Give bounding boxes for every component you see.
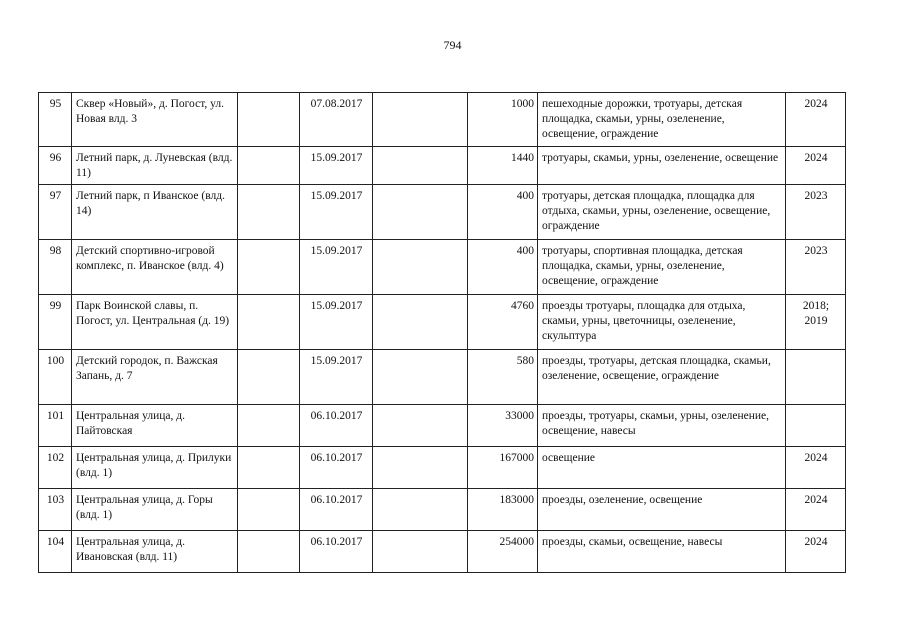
improvement-works: проезды тротуары, площадка для отдыха, скамьи, урны, цветочницы, озеленение, скульптура <box>538 295 786 350</box>
improvement-works: проезды, тротуары, скамьи, урны, озеленение, освещение, навесы <box>538 405 786 447</box>
inventory-date: 07.08.2017 <box>300 93 373 147</box>
inventory-date: 15.09.2017 <box>300 240 373 295</box>
planned-year: 2023 <box>786 240 846 295</box>
empty-cell <box>238 447 300 489</box>
empty-cell <box>238 405 300 447</box>
page-number: 794 <box>443 38 462 52</box>
row-number: 100 <box>39 350 72 405</box>
empty-cell <box>238 93 300 147</box>
object-name: Детский городок, п. Важская Запань, д. 7 <box>72 350 238 405</box>
table-row <box>39 531 846 573</box>
table-row <box>39 405 846 447</box>
object-name: Летний парк, п Иванское (влд. 14) <box>72 185 238 240</box>
improvement-works: освещение <box>538 447 786 489</box>
area-value: 1440 <box>468 147 538 185</box>
improvement-works: тротуары, детская площадка, площадка для отдыха, скамьи, урны, озеленение, освещение, ограждение <box>538 185 786 240</box>
table-row <box>39 447 846 489</box>
planned-year: 2023 <box>786 185 846 240</box>
inventory-date: 06.10.2017 <box>300 531 373 573</box>
area-value: 183000 <box>468 489 538 531</box>
empty-cell <box>373 447 468 489</box>
improvement-works: тротуары, скамьи, урны, озеленение, освещение <box>538 147 786 185</box>
empty-cell <box>238 350 300 405</box>
row-number: 102 <box>39 447 72 489</box>
empty-cell <box>373 295 468 350</box>
inventory-date: 06.10.2017 <box>300 447 373 489</box>
planned-year: 2018; 2019 <box>786 295 846 350</box>
empty-cell <box>238 489 300 531</box>
improvement-works: проезды, тротуары, детская площадка, скамьи, озеленение, освещение, ограждение <box>538 350 786 405</box>
table-row <box>39 489 846 531</box>
empty-cell <box>373 405 468 447</box>
object-name: Центральная улица, д. Прилуки (влд. 1) <box>72 447 238 489</box>
object-name: Детский спортивно-игровой комплекс, п. Иванское (влд. 4) <box>72 240 238 295</box>
inventory-date: 06.10.2017 <box>300 489 373 531</box>
improvement-works: тротуары, спортивная площадка, детская площадка, скамьи, урны, озеленение, освещение, ограждение <box>538 240 786 295</box>
area-value: 254000 <box>468 531 538 573</box>
row-number: 98 <box>39 240 72 295</box>
object-name: Парк Воинской славы, п. Погост, ул. Центральная (д. 19) <box>72 295 238 350</box>
planned-year: 2024 <box>786 93 846 147</box>
empty-cell <box>373 350 468 405</box>
area-value: 580 <box>468 350 538 405</box>
planned-year <box>786 405 846 447</box>
area-value: 1000 <box>468 93 538 147</box>
table-row <box>39 295 846 350</box>
row-number: 101 <box>39 405 72 447</box>
planned-year: 2024 <box>786 447 846 489</box>
area-value: 400 <box>468 185 538 240</box>
inventory-date: 15.09.2017 <box>300 295 373 350</box>
empty-cell <box>238 531 300 573</box>
planned-year: 2024 <box>786 531 846 573</box>
inventory-date: 06.10.2017 <box>300 405 373 447</box>
row-number: 95 <box>39 93 72 147</box>
object-name: Летний парк, д. Луневская (влд. 11) <box>72 147 238 185</box>
row-number: 96 <box>39 147 72 185</box>
inventory-date: 15.09.2017 <box>300 185 373 240</box>
table-row <box>39 147 846 185</box>
improvement-works: проезды, скамьи, освещение, навесы <box>538 531 786 573</box>
planned-year <box>786 350 846 405</box>
inventory-date: 15.09.2017 <box>300 350 373 405</box>
improvement-works: проезды, озеленение, освещение <box>538 489 786 531</box>
row-number: 104 <box>39 531 72 573</box>
table-body <box>39 93 846 573</box>
table-row <box>39 185 846 240</box>
row-number: 97 <box>39 185 72 240</box>
empty-cell <box>373 185 468 240</box>
table-row <box>39 93 846 147</box>
planned-year: 2024 <box>786 489 846 531</box>
object-name: Центральная улица, д. Горы (влд. 1) <box>72 489 238 531</box>
improvement-works: пешеходные дорожки, тротуары, детская площадка, скамьи, урны, озеленение, освещение, ограждение <box>538 93 786 147</box>
area-value: 167000 <box>468 447 538 489</box>
empty-cell <box>373 240 468 295</box>
registry-table <box>38 92 846 573</box>
empty-cell <box>373 147 468 185</box>
row-number: 99 <box>39 295 72 350</box>
area-value: 4760 <box>468 295 538 350</box>
empty-cell <box>238 147 300 185</box>
planned-year: 2024 <box>786 147 846 185</box>
empty-cell <box>373 489 468 531</box>
empty-cell <box>238 295 300 350</box>
object-name: Центральная улица, д. Пайтовская <box>72 405 238 447</box>
empty-cell <box>238 240 300 295</box>
object-name: Центральная улица, д. Ивановская (влд. 11) <box>72 531 238 573</box>
area-value: 400 <box>468 240 538 295</box>
empty-cell <box>373 531 468 573</box>
area-value: 33000 <box>468 405 538 447</box>
row-number: 103 <box>39 489 72 531</box>
empty-cell <box>373 93 468 147</box>
empty-cell <box>238 185 300 240</box>
table-row <box>39 350 846 405</box>
inventory-date: 15.09.2017 <box>300 147 373 185</box>
table-row <box>39 240 846 295</box>
object-name: Сквер «Новый», д. Погост, ул. Новая влд. 3 <box>72 93 238 147</box>
